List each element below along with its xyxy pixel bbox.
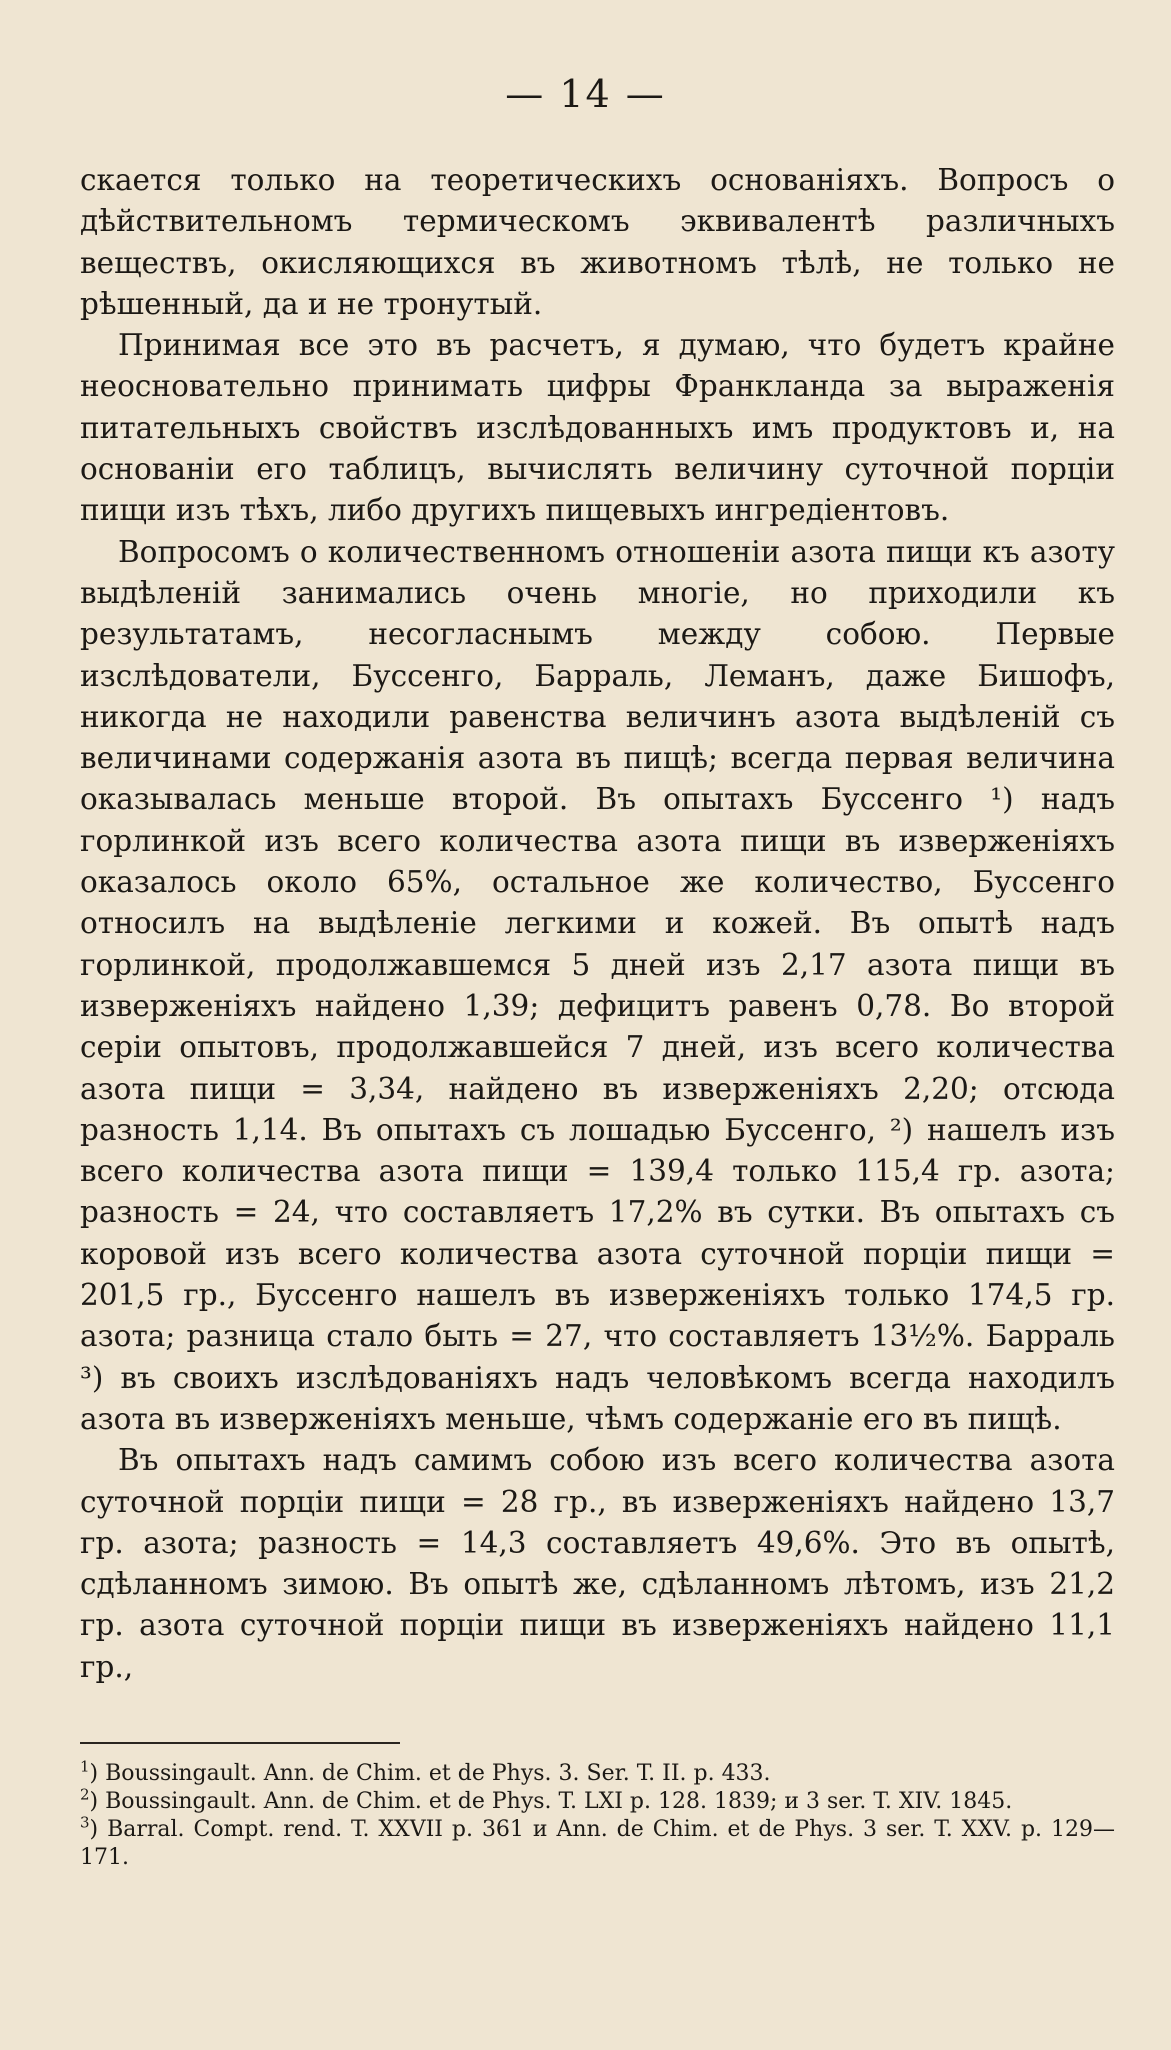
footnote-text: ) Barral. Compt. rend. T. XXVII p. 361 и Ann. de Chim. et de Phys. 3 ser. T. XXV. p. 129—171. — [80, 1817, 1115, 1870]
footnote-text: ) Boussingault. Ann. de Chim. et de Phys. 3. Ser. T. II. p. 433. — [89, 1761, 771, 1786]
footnote-text: ) Boussingault. Ann. de Chim. et de Phys. T. LXI p. 128. 1839; и 3 ser. T. XIV. 1845. — [89, 1789, 1013, 1814]
body-text — [80, 160, 1115, 1688]
page-number: — 14 — — [505, 72, 666, 116]
paragraph: Въ опытахъ надъ самимъ собою изъ всего количества азота суточной порціи пищи = 28 гр., въ изверженіяхъ найдено 13,7 гр. азота; разность = 14,3 составляетъ 49,6%. Это въ опытѣ, сдѣланномъ зимою. Въ опытѣ же, сдѣланномъ лѣтомъ, изъ 21,2 гр. азота суточной порціи пищи въ изверженіяхъ найдено 11,1 гр., — [80, 1443, 1115, 1684]
paragraph: Принимая все это въ расчетъ, я думаю, что будетъ крайне неосновательно принимать цифры Франкланда за выраженія питательныхъ свойствъ изслѣдованныхъ имъ продуктовъ и, на основаніи его таблицъ, вычислять величину суточной порціи пищи изъ тѣхъ, либо другихъ пищевыхъ ингредіентовъ. — [80, 328, 1115, 528]
footnote — [80, 1757, 1115, 1788]
footnote — [80, 1785, 1115, 1816]
footnote-mark: 1 — [80, 1757, 90, 1776]
paragraph: скается только на теоретическихъ основаніяхъ. Вопросъ о дѣйствительномъ термическомъ эквивалентѣ различныхъ веществъ, окисляющихся въ животномъ тѣлѣ, не только не рѣшенный, да и не тронутый. — [80, 163, 1115, 321]
footnote-mark: 3 — [80, 1813, 90, 1832]
footnotes — [80, 1757, 1115, 1872]
footnote-mark: 2 — [80, 1785, 90, 1804]
footnote — [80, 1813, 1115, 1872]
footnote-divider — [80, 1742, 400, 1744]
paragraph: Вопросомъ о количественномъ отношеніи азота пищи къ азоту выдѣленій занимались очень многіе, но приходили къ результатамъ, несогласнымъ между собою. Первые изслѣдователи, Буссенго, Барраль, Леманъ, даже Бишофъ, никогда не находили равенства величинъ азота выдѣленій съ величинами содержанія азота въ пищѣ; всегда первая величина оказывалась меньше второй. Въ опытахъ Буссенго ¹) надъ горлинкой изъ всего количества азота пищи въ изверженіяхъ оказалось около 65%, остальное же количество, Буссенго относилъ на выдѣленіе легкими и кожей. Въ опытѣ надъ горлинкой, продолжавшемся 5 дней изъ 2,17 азота пищи въ изверженіяхъ найдено 1,39; дефицитъ равенъ 0,78. Во второй серіи опытовъ, продолжавшейся 7 дней, изъ всего количества азота пищи = 3,34, найдено въ изверженіяхъ 2,20; отсюда разность 1,14. Въ опытахъ съ лошадью Буссенго, ²) нашелъ изъ всего количества азота пищи = 139,4 только 115,4 гр. азота; разность = 24, что составляетъ 17,2% въ сутки. Въ опытахъ съ коровой изъ всего количества азота суточной порціи пищи = 201,5 гр., Буссенго нашелъ въ изверженіяхъ только 174,5 гр. азота; разница стало быть = 27, что составляетъ 13½%. Барраль ³) въ своихъ изслѣдованіяхъ надъ человѣкомъ всегда находилъ азота въ изверженіяхъ меньше, чѣмъ содержаніе его въ пищѣ. — [80, 534, 1115, 1436]
